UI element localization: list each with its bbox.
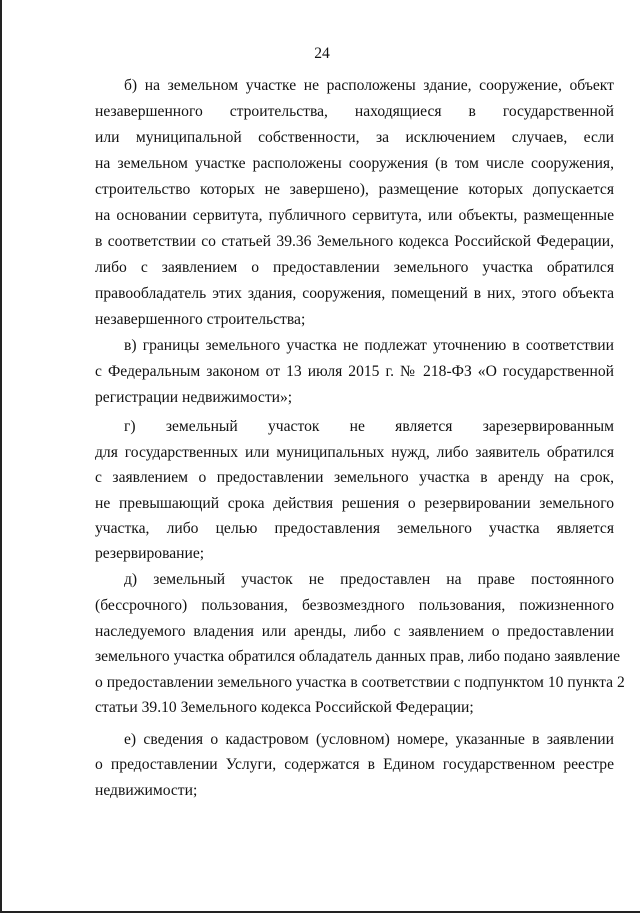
- paragraph-g-line: для государственных или муниципальных нужд, либо заявитель обратился: [95, 444, 614, 461]
- paragraph-e-line: о предоставлении Услуги, содержатся в Едином государственном реестре: [95, 756, 614, 773]
- paragraph-d-line: статьи 39.10 Земельного кодекса Российской Федерации;: [95, 699, 474, 716]
- paragraph-v-line: регистрации недвижимости»;: [95, 389, 293, 406]
- paragraph-b-line: б) на земельном участке не расположены здание, сооружение, объект: [124, 77, 614, 94]
- paragraph-b-line: на земельном участке расположены сооружения (в том числе сооружения,: [95, 155, 614, 172]
- paragraph-d-line: наследуемого владения или аренды, либо с заявлением о предоставлении: [95, 623, 614, 640]
- paragraph-b-line: строительство которых не завершено), размещение которых допускается: [95, 181, 614, 198]
- paragraph-b-line: на основании сервитута, публичного сервитута, или объекты, размещенные: [95, 207, 614, 224]
- paragraph-d-line: о предоставлении земельного участка в соответствии с подпунктом 10 пункта 2: [95, 674, 625, 691]
- paragraph-g-line: не превышающий срока действия решения о резервировании земельного: [95, 495, 614, 512]
- paragraph-e-line: недвижимости;: [95, 782, 198, 799]
- paragraph-d-line: (бессрочного) пользования, безвозмездного пользования, пожизненного: [95, 597, 614, 614]
- paragraph-b-line: или муниципальной собственности, за исключением случаев, если: [95, 129, 614, 146]
- page-number: 24: [314, 45, 330, 62]
- paragraph-b-line: в соответствии со статьей 39.36 Земельного кодекса Российской Федерации,: [95, 233, 614, 250]
- paragraph-g-line: участка, либо целью предоставления земельного участка является: [95, 520, 614, 537]
- paragraph-g-line: резервирование;: [95, 545, 205, 562]
- paragraph-d-line: д) земельный участок не предоставлен на праве постоянного: [124, 571, 614, 588]
- paragraph-b-line: либо с заявлением о предоставлении земельного участка обратился: [95, 259, 614, 276]
- paragraph-d-line: земельного участка обратился обладатель данных прав, либо подано заявление: [95, 648, 621, 665]
- paragraph-b-line: незавершенного строительства;: [95, 311, 306, 328]
- paragraph-e-line: е) сведения о кадастровом (условном) номере, указанные в заявлении: [124, 731, 614, 748]
- paragraph-v-line: с Федеральным законом от 13 июля 2015 г. № 218-ФЗ «О государственной: [95, 363, 614, 380]
- paragraph-b-line: незавершенного строительства, находящиеся в государственной: [95, 103, 614, 120]
- paragraph-b-line: правообладатель этих здания, сооружения, помещений в них, этого объекта: [95, 285, 614, 302]
- paragraph-v-line: в) границы земельного участка не подлежат уточнению в соответствии: [124, 337, 614, 354]
- paragraph-g-line: с заявлением о предоставлении земельного участка в аренду на срок,: [95, 469, 614, 486]
- paragraph-g-line: г) земельный участок не является зарезервированным: [124, 418, 614, 435]
